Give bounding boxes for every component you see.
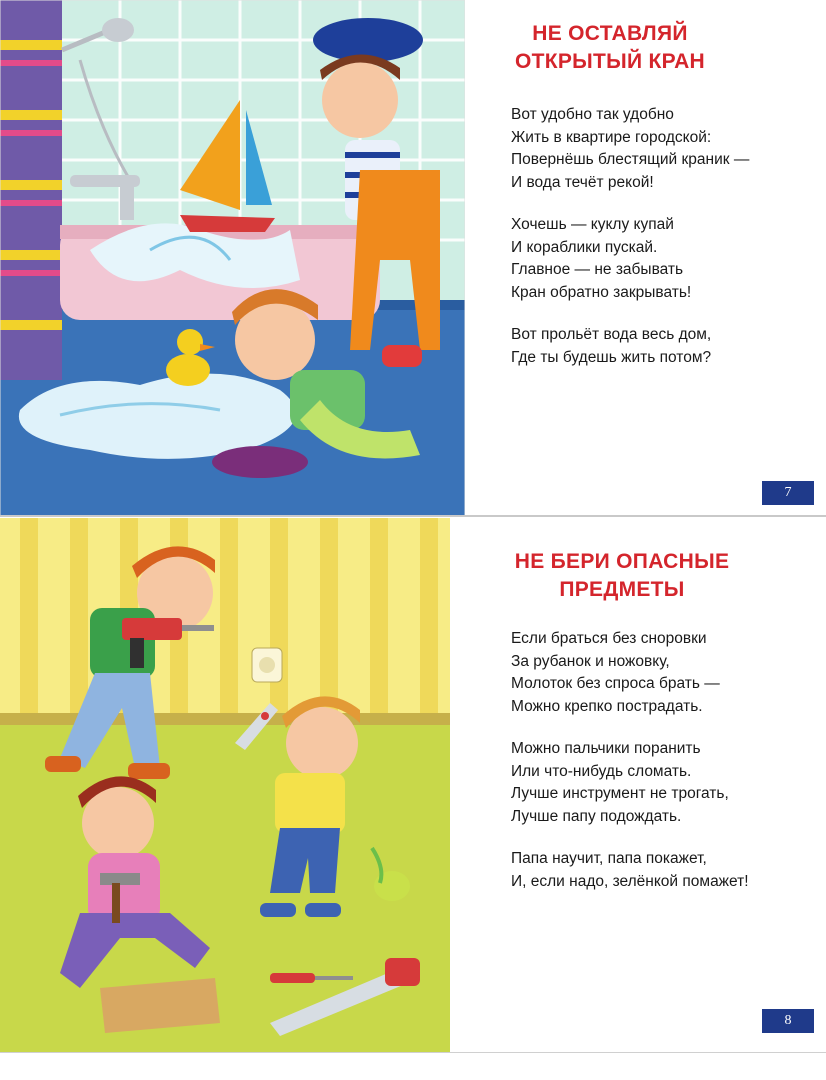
bathroom-illustration — [0, 0, 465, 516]
page-title — [490, 20, 730, 76]
poem-line: Главное — не забывать — [511, 261, 684, 278]
tools-illustration — [0, 518, 450, 1052]
poem-line: Вот удобно так удобно — [511, 106, 674, 123]
stanza — [511, 628, 749, 718]
poem-line: За рубанок и ножовку, — [511, 652, 670, 670]
poem-line: Или что-нибудь сломать. — [511, 762, 692, 780]
stanza — [511, 214, 749, 304]
page-7 — [0, 0, 826, 516]
poem-line: И кораблики пускай. — [511, 238, 658, 256]
title-line-2: ОТКРЫТЫЙ КРАН — [514, 50, 706, 73]
page-number-badge: 8 — [762, 1009, 814, 1033]
page-title — [488, 548, 756, 604]
poem-line: Если браться без сноровки — [511, 630, 707, 647]
page-bottom-rule — [0, 1052, 826, 1053]
poem-line: Жить в квартире городской: — [511, 128, 712, 146]
poem-line: И вода течёт рекой! — [511, 173, 654, 191]
poem-line: И, если надо, зелёнкой помажет! — [511, 872, 749, 890]
stanza — [511, 324, 749, 369]
poem-line: Вот прольёт вода весь дом, — [511, 326, 712, 343]
poem-line: Можно крепко пострадать. — [511, 697, 703, 715]
title-line-1: НЕ ОСТАВЛЯЙ — [532, 22, 688, 45]
page-divider — [0, 515, 826, 517]
title-line-2: ПРЕДМЕТЫ — [559, 578, 685, 601]
poem-line: Лучше инструмент не трогать, — [511, 785, 729, 802]
poem-line: Можно пальчики поранить — [511, 740, 701, 757]
title-line-1: НЕ БЕРИ ОПАСНЫЕ — [514, 550, 730, 573]
poem-line: Хочешь — куклу купай — [511, 216, 674, 233]
poem-text — [511, 104, 749, 389]
poem-line: Где ты будешь жить потом? — [511, 348, 712, 366]
poem-line: Папа научит, папа покажет, — [511, 850, 707, 867]
poem-text — [511, 628, 749, 913]
poem-line: Повернёшь блестящий краник — — [511, 151, 750, 168]
stanza — [511, 848, 749, 893]
poem-line: Молоток без спроса брать — — [511, 675, 720, 692]
page-number-badge: 7 — [762, 481, 814, 505]
page-8 — [0, 518, 826, 1052]
poem-line: Лучше папу подождать. — [511, 807, 682, 825]
poem-line: Кран обратно закрывать! — [511, 283, 692, 301]
stanza — [511, 738, 749, 828]
stanza — [511, 104, 749, 194]
